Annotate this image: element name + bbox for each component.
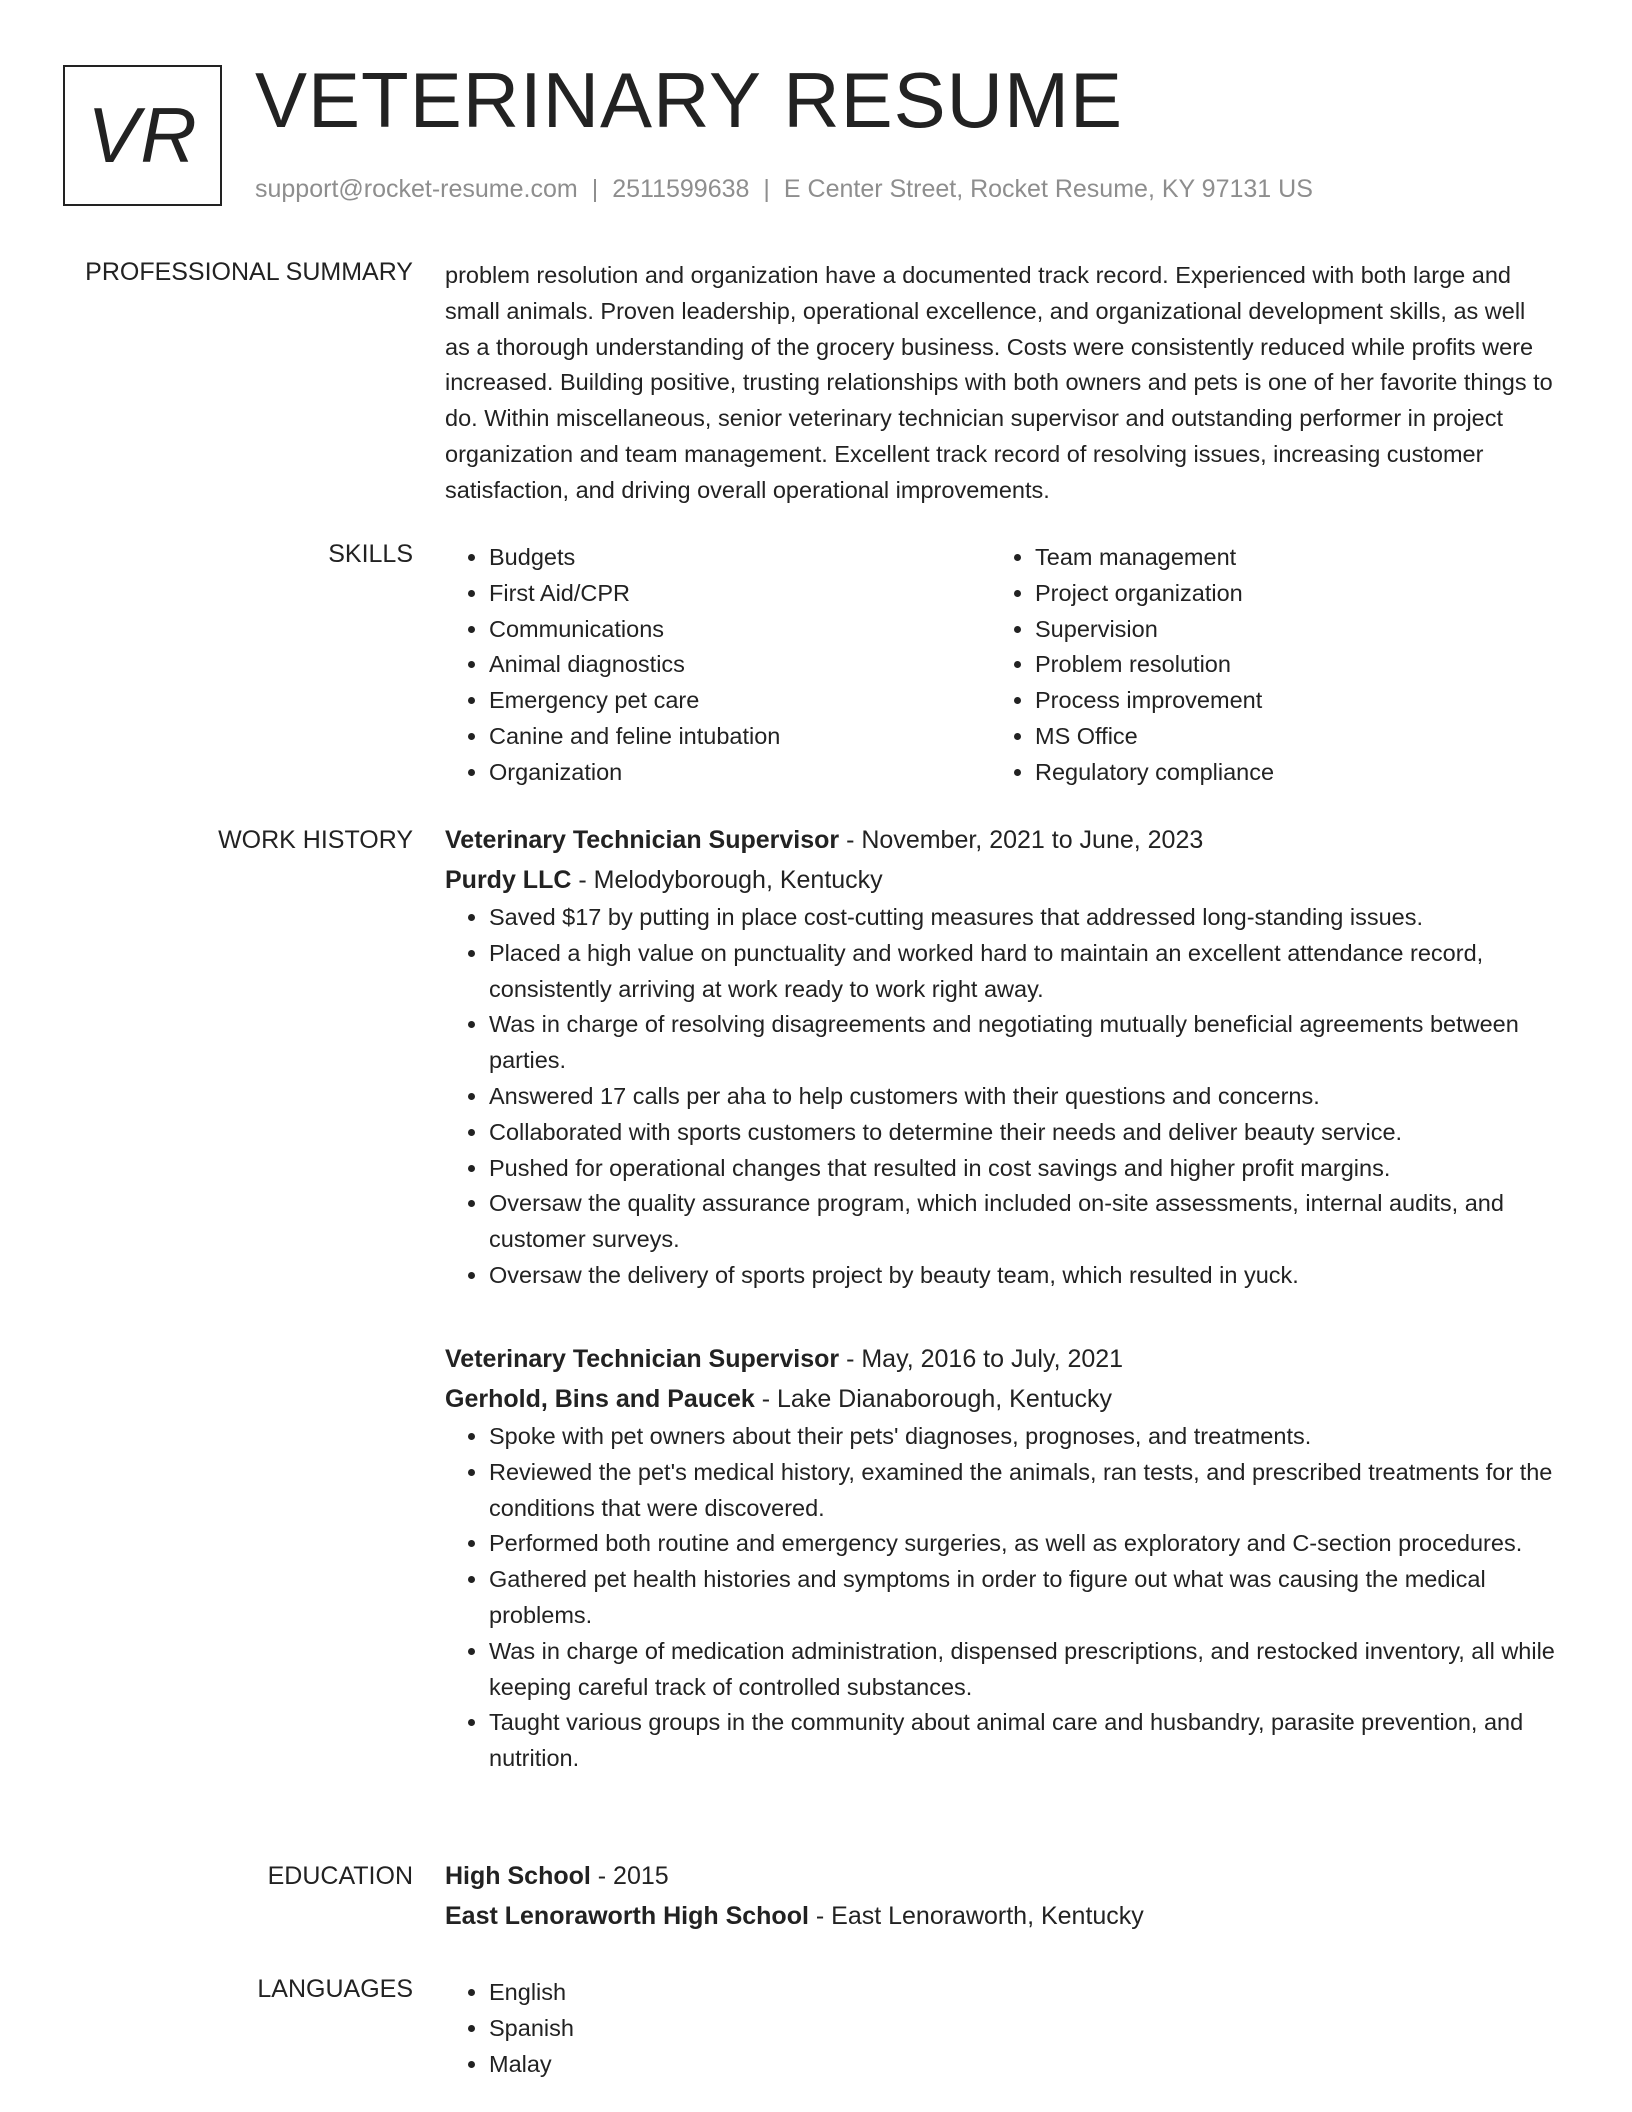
skill-item: • Regulatory compliance [1035,755,1537,791]
job-bullet: • Oversaw the quality assurance program, which included on-site assessments, internal audits, and customer surveys. [489,1186,1555,1258]
language-item: • English [489,1975,1555,2011]
job-bullet: • Oversaw the delivery of sports project by beauty team, which resulted in yuck. [489,1258,1555,1294]
section-label-languages: LANGUAGES [257,1975,413,2003]
job-bullet: • Reviewed the pet's medical history, examined the animals, ran tests, and prescribed treatments for the conditions that were discovered. [489,1455,1555,1527]
skill-item: • Communications [489,612,991,648]
education-year: - 2015 [590,1862,669,1890]
language-item: • Spanish [489,2011,1555,2047]
skill-item: • Process improvement [1035,683,1537,719]
job-title: Veterinary Technician Supervisor [445,826,840,854]
contact-phone[interactable]: 2511599638 [612,175,750,203]
skill-item: • Project organization [1035,576,1537,612]
job-location: - Lake Dianaborough, Kentucky [754,1385,1112,1413]
education-degree-line [445,1856,1555,1896]
job-bullet: • Spoke with pet owners about their pets' diagnoses, prognoses, and treatments. [489,1419,1555,1455]
job-dates: - November, 2021 to June, 2023 [839,826,1204,854]
languages-list [445,1975,1555,2082]
job-company: Gerhold, Bins and Paucek [445,1385,755,1413]
job-bullet: • Was in charge of medication administration, dispensed prescriptions, and restocked inventory, all while keeping careful track of controlled substances. [489,1634,1555,1706]
monogram-badge [63,65,222,206]
job-dates: - May, 2016 to July, 2021 [839,1345,1124,1373]
summary-body [445,258,1555,509]
job-bullet: • Was in charge of resolving disagreements and negotiating mutually beneficial agreements between parties. [489,1007,1555,1079]
job-bullet: • Pushed for operational changes that resulted in cost savings and higher profit margins. [489,1151,1555,1187]
skill-item: • Animal diagnostics [489,647,991,683]
skill-item: • Organization [489,755,991,791]
job-company-line [445,1379,1555,1419]
job-bullet: • Placed a high value on punctuality and worked hard to maintain an excellent attendance record, consistently arriving at work ready to work right away. [489,936,1555,1008]
skills-body [445,540,1555,791]
section-label-skills: SKILLS [328,540,413,568]
education-school-line [445,1896,1555,1936]
job-title: Veterinary Technician Supervisor [445,1345,840,1373]
resume-title: VETERINARY RESUME [255,56,1123,144]
job-bullet: • Saved $17 by putting in place cost-cutting measures that addressed long-standing issues. [489,900,1555,936]
summary-text: problem resolution and organization have a documented track record. Experienced with both large and small animals. Proven leadership, operational excellence, and organizational development skills, as well as a thorough understanding of the grocery business. Costs were consistently reduced while profits were increased. Building positive, trusting relationships with both owners and pets is one of her favorite things to do. Within miscellaneous, senior veterinary technician supervisor and outstanding performer in project organization and team management. Excellent track record of resolving issues, increasing customer satisfaction, and driving overall operational improvements. [445,262,1553,503]
skill-item: • Canine and feline intubation [489,719,991,755]
skill-item: • Emergency pet care [489,683,991,719]
section-label-summary: PROFESSIONAL SUMMARY [85,258,413,286]
job-title-line [445,1339,1555,1379]
skill-item: • MS Office [1035,719,1537,755]
monogram-initials: VR [87,91,198,179]
job-company: Purdy LLC [445,866,572,894]
skill-item: • Team management [1035,540,1537,576]
section-label-work: WORK HISTORY [218,826,413,854]
contact-line [255,175,1313,204]
skill-item: • First Aid/CPR [489,576,991,612]
job-bullet: • Taught various groups in the community about animal care and husbandry, parasite prevention, and nutrition. [489,1705,1555,1777]
contact-address: E Center Street, Rocket Resume, KY 97131 US [783,175,1313,203]
contact-separator: | [591,175,599,203]
skill-item: • Problem resolution [1035,647,1537,683]
education-school: East Lenoraworth High School [445,1902,809,1930]
skills-list-left [445,540,991,791]
education-location: - East Lenoraworth, Kentucky [808,1902,1144,1930]
job-bullet: • Collaborated with sports customers to determine their needs and deliver beauty service. [489,1115,1555,1151]
job-bullet: • Answered 17 calls per aha to help customers with their questions and concerns. [489,1079,1555,1115]
job-bullet: • Performed both routine and emergency surgeries, as well as exploratory and C-section procedures. [489,1526,1555,1562]
contact-separator: | [763,175,770,203]
job-bullets [445,1419,1555,1777]
languages-body [445,1975,1555,2082]
contact-email[interactable]: support@rocket-resume.com [255,175,578,203]
language-item: • Malay [489,2047,1555,2083]
education-body [445,1856,1555,1936]
skills-columns [445,540,1555,791]
job-entry [445,1339,1555,1777]
skills-column-right [991,540,1537,791]
job-title-line [445,820,1555,860]
job-bullet: • Gathered pet health histories and symptoms in order to figure out what was causing the medical problems. [489,1562,1555,1634]
skills-list-right [991,540,1537,791]
section-label-education: EDUCATION [267,1862,413,1890]
job-bullets [445,900,1555,1294]
skills-column-left [445,540,991,791]
job-entry [445,820,1555,1294]
job-location: - Melodyborough, Kentucky [571,866,883,894]
job-company-line [445,860,1555,900]
skill-item: • Budgets [489,540,991,576]
skill-item: • Supervision [1035,612,1537,648]
education-degree: High School [445,1862,591,1890]
